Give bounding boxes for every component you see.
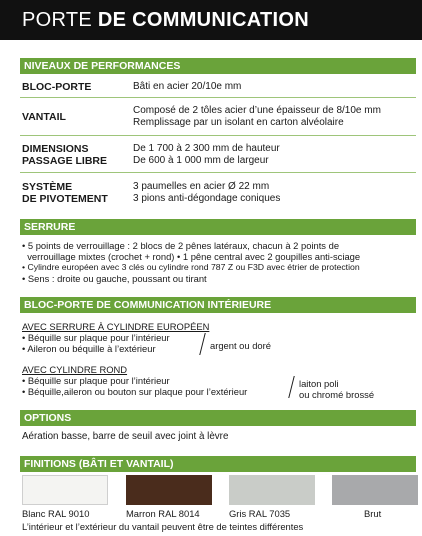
group2-finish-2: ou chromé brossé — [299, 389, 375, 400]
section-header-niveaux: NIVEAUX DE PERFORMANCES — [20, 58, 416, 74]
slash-divider — [288, 376, 294, 398]
serrure-line: • 5 points de verrouillage : 2 blocs de 2 pênes latéraux, chacun à 2 points de — [22, 240, 340, 251]
row-value-dimensions-1: De 1 700 à 2 300 mm de hauteur — [133, 143, 280, 154]
group2-line: • Béquille sur plaque pour l’intérieur — [22, 375, 170, 386]
serrure-line: verrouillage mixtes (crochet + rond) • 1 pêne central avec 2 goupilles anti-sciage — [22, 251, 361, 262]
row-value-systeme-2: 3 pions anti-dégondage coniques — [133, 193, 281, 204]
swatch-label-marron: Marron RAL 8014 — [126, 508, 200, 519]
swatch-blanc — [22, 475, 108, 505]
group1-finish: argent ou doré — [210, 340, 271, 351]
serrure-line: • Cylindre européen avec 3 clés ou cylindre rond 787 Z ou F3D avec étrier de protection — [22, 262, 360, 272]
group-title-cylindre-europeen: AVEC SERRURE À CYLINDRE EUROPÉEN — [22, 321, 210, 332]
row-label-systeme-1: SYSTÈME — [22, 181, 73, 193]
row-value-vantail-2: Remplissage par un isolant en carton alvéolaire — [133, 117, 344, 128]
row-label-dimensions-2: PASSAGE LIBRE — [22, 155, 107, 167]
swatch-label-brut: Brut — [364, 508, 382, 519]
finitions-footnote: L’intérieur et l’extérieur du vantail peuvent être de teintes différentes — [22, 521, 304, 532]
row-value-dimensions-2: De 600 à 1 000 mm de largeur — [133, 155, 269, 166]
row-divider — [20, 97, 416, 98]
swatch-brut — [332, 475, 418, 505]
row-divider — [20, 172, 416, 173]
page-title — [0, 0, 422, 40]
page-title-light: PORTE — [22, 9, 98, 31]
serrure-line: • Sens : droite ou gauche, poussant ou tirant — [22, 273, 207, 284]
group2-finish-1: laiton poli — [299, 378, 339, 389]
row-label-bloc-porte: BLOC-PORTE — [22, 81, 92, 93]
row-label-dimensions-1: DIMENSIONS — [22, 143, 89, 155]
row-value-bloc-porte: Bâti en acier 20/10e mm — [133, 81, 242, 92]
group-title-cylindre-rond: AVEC CYLINDRE ROND — [22, 364, 128, 375]
section-header-interieure: BLOC-PORTE DE COMMUNICATION INTÉRIEURE — [20, 297, 416, 313]
section-header-serrure: SERRURE — [20, 219, 416, 235]
slash-divider — [199, 333, 205, 355]
page-title-bold: DE COMMUNICATION — [97, 9, 309, 31]
swatch-label-blanc: Blanc RAL 9010 — [22, 508, 90, 519]
section-header-options: OPTIONS — [20, 410, 416, 426]
row-divider — [20, 135, 416, 136]
row-label-systeme-2: DE PIVOTEMENT — [22, 193, 108, 205]
row-value-vantail-1: Composé de 2 tôles acier d’une épaisseur de 8/10e mm — [133, 105, 381, 116]
swatch-marron — [126, 475, 212, 505]
group1-line: • Aileron ou béquille à l’extérieur — [22, 343, 156, 354]
swatch-label-gris: Gris RAL 7035 — [229, 508, 291, 519]
row-value-systeme-1: 3 paumelles en acier Ø 22 mm — [133, 181, 270, 192]
group1-line: • Béquille sur plaque pour l’intérieur — [22, 332, 170, 343]
swatch-gris — [229, 475, 315, 505]
section-header-finitions: FINITIONS (BÂTI ET VANTAIL) — [20, 456, 416, 472]
options-text: Aération basse, barre de seuil avec joint à lèvre — [22, 431, 229, 442]
row-label-vantail: VANTAIL — [22, 111, 66, 123]
group2-line: • Béquille,aileron ou bouton sur plaque pour l’extérieur — [22, 386, 248, 397]
